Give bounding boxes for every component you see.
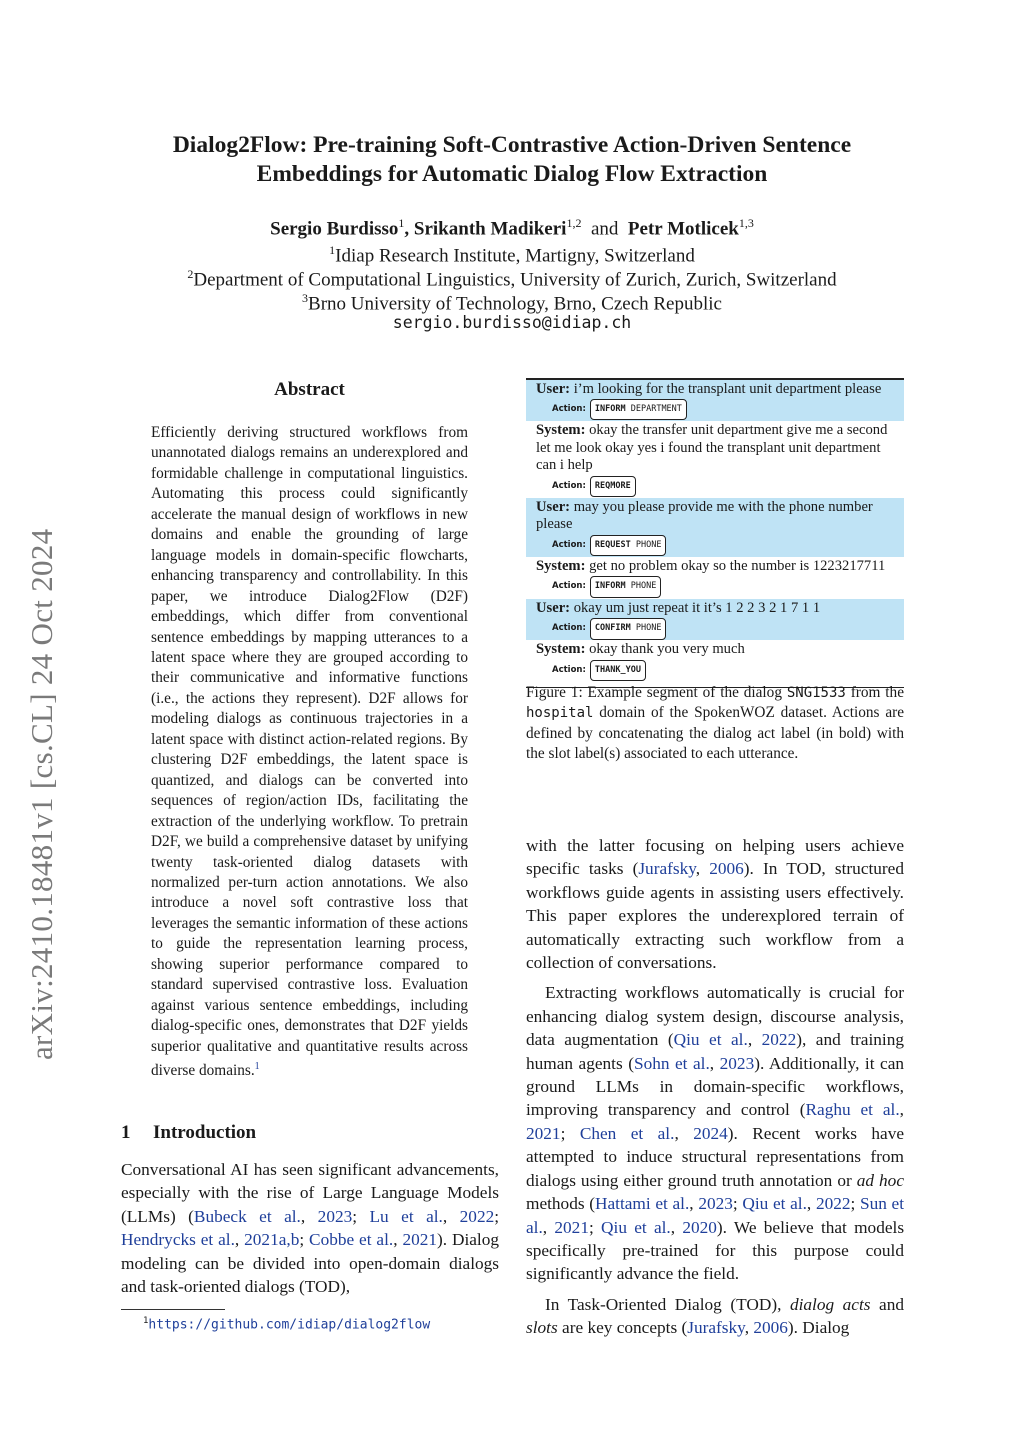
- citation-separator: ,: [442, 1206, 460, 1226]
- affiliation-mark: 1: [329, 243, 336, 257]
- paragraph-text: ), and training human agents (: [526, 1030, 904, 1073]
- caption-text: from the: [845, 684, 904, 701]
- dialog-act: INFORM: [594, 403, 626, 414]
- citation-separator: ,: [674, 1123, 694, 1143]
- speaker-label: User:: [536, 498, 571, 515]
- action-tag: [590, 535, 667, 557]
- author-list: [0, 211, 1024, 241]
- author-affiliation-mark: 1,2: [566, 216, 582, 230]
- dialog-turn-user: [526, 498, 904, 557]
- paragraph-text: and: [870, 1294, 904, 1314]
- dialog-turn-system: [526, 640, 904, 682]
- action-annotation: [552, 536, 901, 555]
- figure-caption: [526, 683, 904, 765]
- dialog-act: REQMORE: [594, 480, 631, 491]
- action-tag: [590, 576, 661, 598]
- paragraph-text: Extracting workflows automatically is crucial for enhancing dialog system design, discourse analysis, data augmentation (: [526, 983, 904, 1050]
- footnote: [143, 1316, 430, 1332]
- right-column-body: [526, 834, 904, 1340]
- paper-title-line-2: Embeddings for Automatic Dialog Flow Extraction: [256, 161, 768, 187]
- speaker-label: System:: [536, 641, 586, 658]
- citation-separator: ;: [850, 1194, 860, 1214]
- author-name: Petr Motlicek: [627, 218, 739, 240]
- author-separator: ,: [404, 218, 414, 240]
- footnote-divider: [121, 1309, 225, 1310]
- citation-link[interactable]: Sun et al.: [526, 1194, 905, 1237]
- paragraph-text: ). In TOD, structured workflows guide agents in assisting users effectively. This paper explores the underexplored terrain of automatically extracting such workflow from a collection of conversations.: [526, 859, 904, 973]
- paragraph-text: ). Dialog modeling can be divided into open-domain dialogs and task-oriented dialogs (TOD),: [121, 1230, 500, 1297]
- citation-separator: ,: [234, 1230, 245, 1250]
- body-paragraph: [526, 1293, 904, 1340]
- citation-link[interactable]: 2021: [554, 1217, 589, 1237]
- citation-link[interactable]: Cobbe et al.: [309, 1230, 394, 1250]
- citation-link[interactable]: 2023: [698, 1194, 733, 1214]
- dialog-turn-user: [526, 380, 904, 422]
- intro-paragraph: [121, 1158, 499, 1298]
- citation-separator: ;: [560, 1123, 580, 1143]
- section-heading: [121, 1122, 256, 1144]
- action-annotation: [552, 619, 901, 638]
- citation-link[interactable]: Lu et al.: [369, 1206, 443, 1226]
- citation-link[interactable]: Raghu et al.: [805, 1100, 900, 1120]
- action-annotation: [552, 477, 901, 496]
- citation-link[interactable]: Chen et al.: [579, 1123, 675, 1143]
- utterance-text: may you please provide me with the phone number please: [536, 498, 873, 533]
- citation-separator: ,: [899, 1100, 904, 1120]
- citation-separator: ;: [732, 1194, 743, 1214]
- paragraph-text: methods (: [526, 1194, 595, 1214]
- arxiv-identifier-stamp: arXiv:2410.18481v1 [cs.CL] 24 Oct 2024: [24, 528, 59, 1060]
- paragraph-text: ). Dialog: [787, 1318, 850, 1338]
- affiliation-mark: 2: [187, 267, 194, 281]
- citation-link[interactable]: 2022: [761, 1030, 797, 1050]
- citation-separator: ,: [670, 1217, 683, 1237]
- citation-link[interactable]: 2024: [693, 1123, 728, 1143]
- dialog-act: THANK_YOU: [594, 664, 641, 675]
- italic-text: ad hoc: [856, 1170, 904, 1190]
- dialog-act: REQUEST: [594, 539, 631, 550]
- footnote-mark: 1: [143, 1316, 149, 1326]
- caption-text: domain of the SpokenWOZ dataset. Actions are defined by concatenating the dialog act label (in bold) with the slot label(s) associated to each utterance.: [526, 704, 904, 763]
- paragraph-text: ). Recent works have attempted to induce structural representations from dialogs using either ground truth annotation or: [526, 1123, 904, 1190]
- section-number: 1: [121, 1122, 131, 1143]
- action-label: Action:: [552, 581, 586, 592]
- citation-link[interactable]: 2006: [753, 1318, 788, 1338]
- paper-title: [0, 131, 1024, 189]
- citation-link[interactable]: Qiu et al.: [673, 1030, 748, 1050]
- utterance-text: okay the transfer unit department give me a second let me look okay yes i found the transplant unit department can i help: [536, 422, 888, 474]
- caption-text: Figure 1: Example segment of the dialog: [526, 684, 787, 701]
- author-affiliation-mark: 1,3: [738, 216, 754, 230]
- action-tag: [590, 476, 636, 498]
- paper-title-line-1: Dialog2Flow: Pre-training Soft-Contrastive Action-Driven Sentence: [172, 132, 852, 158]
- paragraph-text: ). We believe that models specifically pre-trained for this purpose could significantly advance the field.: [526, 1217, 905, 1284]
- citation-link[interactable]: Hendrycks et al.: [121, 1230, 235, 1250]
- citation-separator: ,: [806, 1194, 816, 1214]
- citation-link[interactable]: 2020: [682, 1217, 717, 1237]
- citation-link[interactable]: 2006: [709, 859, 744, 879]
- author-email: sergio.burdisso@idiap.ch: [392, 313, 632, 332]
- action-label: Action:: [552, 539, 586, 550]
- dialog-turn-system: [526, 421, 904, 498]
- paragraph-text: In Task-Oriented Dialog (TOD),: [545, 1294, 790, 1314]
- citation-link[interactable]: Jurafsky: [687, 1318, 745, 1338]
- slot-label: DEPARTMENT: [630, 403, 682, 414]
- citation-link[interactable]: Bubeck et al.: [193, 1206, 301, 1226]
- citation-separator: ,: [709, 1053, 720, 1073]
- slot-label: PHONE: [635, 622, 662, 633]
- citation-separator: ,: [300, 1206, 318, 1226]
- italic-text: dialog acts: [789, 1294, 871, 1314]
- abstract-heading: Abstract: [274, 379, 345, 400]
- speaker-label: User:: [536, 599, 571, 616]
- citation-link[interactable]: 2021: [526, 1123, 561, 1143]
- speaker-label: System:: [536, 558, 586, 575]
- citation-link[interactable]: Hattami et al.: [595, 1194, 690, 1214]
- citation-link[interactable]: 2023: [317, 1206, 353, 1226]
- citation-link[interactable]: 2022: [459, 1206, 495, 1226]
- citation-link[interactable]: 2021a,b: [244, 1230, 300, 1250]
- citation-separator: ;: [494, 1206, 500, 1226]
- action-label: Action:: [552, 480, 586, 491]
- dialog-turn-user: [526, 599, 904, 641]
- author-name: Srikanth Madikeri: [413, 218, 567, 240]
- author-conjunction: and: [590, 218, 619, 240]
- action-annotation: [552, 661, 901, 680]
- citation-link[interactable]: Jurafsky: [638, 859, 696, 879]
- citation-separator: ,: [542, 1217, 555, 1237]
- footnote-reference[interactable]: 1: [254, 1061, 260, 1073]
- action-label: Action:: [552, 664, 586, 675]
- paragraph-text: are key concepts (: [557, 1318, 688, 1338]
- citation-link[interactable]: 2022: [815, 1194, 851, 1214]
- author-name: Sergio Burdisso: [270, 218, 399, 240]
- author-affiliation-mark: 1: [398, 216, 405, 230]
- citation-separator: ;: [352, 1206, 370, 1226]
- citation-separator: ,: [689, 1194, 699, 1214]
- dialog-act: CONFIRM: [594, 622, 631, 633]
- action-annotation: [552, 400, 901, 419]
- abstract-body: [151, 423, 468, 1082]
- body-paragraph: [526, 981, 904, 1285]
- slot-label: PHONE: [630, 581, 657, 592]
- caption-code: hospital: [526, 705, 594, 722]
- utterance-text: get no problem okay so the number is 1223217711: [589, 558, 886, 575]
- citation-link[interactable]: Qiu et al.: [601, 1217, 671, 1237]
- italic-text: slots: [526, 1318, 558, 1338]
- slot-label: PHONE: [635, 539, 662, 550]
- paragraph-text: with the latter focusing on helping users achieve specific tasks (: [526, 836, 904, 879]
- abstract-text: Efficiently deriving structured workflows from unannotated dialogs remains an underexplored and formidable challenge in computational linguistics. Automating this process could significantly accelerate the manual design of workflows in new domains and enable the grounding of large language models in domain-specific flowcharts, enhancing transparency and controllability. In this paper, we introduce Dialog2Flow (D2F) embeddings, which differ from conventional sentence embeddings by mapping utterances to a latent space where they are grouped according to their communicative and informative functions (i.e., the actions they represent). D2F allows for modeling dialogs as continuous trajectories in a latent space with distinct action-related regions. By clustering D2F embeddings, the latent space is quantized, and dialogs can be converted into sequences of region/action IDs, facilitating the extraction of the underlying workflow. To pretrain D2F, we build a comprehensive dataset by unifying twenty task-oriented dialog datasets with normalized per-turn action annotations. We also introduce a novel soft contrastive loss that leverages the semantic information of these actions to guide the representation learning process, showing superior performance compared to standard supervised contrastive loss. Evaluation against various sentence embeddings, including dialog-specific ones, demonstrates that D2F yields superior qualitative and quantitative results across diverse domains.: [151, 424, 468, 1080]
- affiliation-text: Brno University of Technology, Brno, Czech Republic: [308, 293, 722, 315]
- affiliation-mark: 3: [302, 291, 309, 305]
- utterance-text: okay thank you very much: [589, 641, 745, 658]
- body-paragraph: [526, 834, 904, 974]
- speaker-label: System:: [536, 422, 586, 439]
- action-label: Action:: [552, 622, 586, 633]
- citation-separator: ,: [393, 1230, 403, 1250]
- action-tag: [590, 399, 687, 421]
- section-title: Introduction: [153, 1122, 257, 1143]
- speaker-label: User:: [536, 380, 571, 397]
- action-label: Action:: [552, 403, 586, 414]
- citation-separator: ,: [744, 1318, 754, 1338]
- citation-link[interactable]: 2023: [719, 1053, 755, 1073]
- affiliation-text: Department of Computational Linguistics, University of Zurich, Zurich, Switzerland: [193, 269, 837, 291]
- utterance-text: i’m looking for the transplant unit department please: [573, 380, 882, 397]
- footnote-url-link[interactable]: https://github.com/idiap/dialog2flow: [148, 1317, 431, 1333]
- action-tag: [590, 660, 646, 682]
- paragraph-text: Conversational AI has seen significant advancements, especially with the rise of Large Language Models (LLMs) (: [121, 1160, 499, 1226]
- dialog-turn-system: [526, 557, 904, 599]
- citation-separator: ;: [299, 1230, 310, 1250]
- citation-separator: ,: [695, 859, 710, 879]
- dialog-act: INFORM: [594, 581, 626, 592]
- citation-link[interactable]: Sohn et al.: [633, 1053, 710, 1073]
- citation-separator: ;: [588, 1217, 602, 1237]
- affiliation-text: Idiap Research Institute, Martigny, Switzerland: [335, 245, 695, 267]
- affiliation-line: [0, 286, 1024, 316]
- caption-code: SNG1533: [786, 685, 846, 701]
- action-tag: [590, 618, 667, 640]
- paragraph-text: ). Additionally, it can ground LLMs in domain-specific workflows, improving transparency and control (: [526, 1053, 905, 1120]
- citation-link[interactable]: Qiu et al.: [742, 1194, 807, 1214]
- action-annotation: [552, 578, 901, 597]
- utterance-text: okay um just repeat it it’s 1 2 2 3 2 1 7 1 1: [573, 599, 821, 616]
- figure-dialog-example: [526, 378, 904, 688]
- citation-separator: ,: [747, 1030, 762, 1050]
- citation-link[interactable]: 2021: [402, 1230, 437, 1250]
